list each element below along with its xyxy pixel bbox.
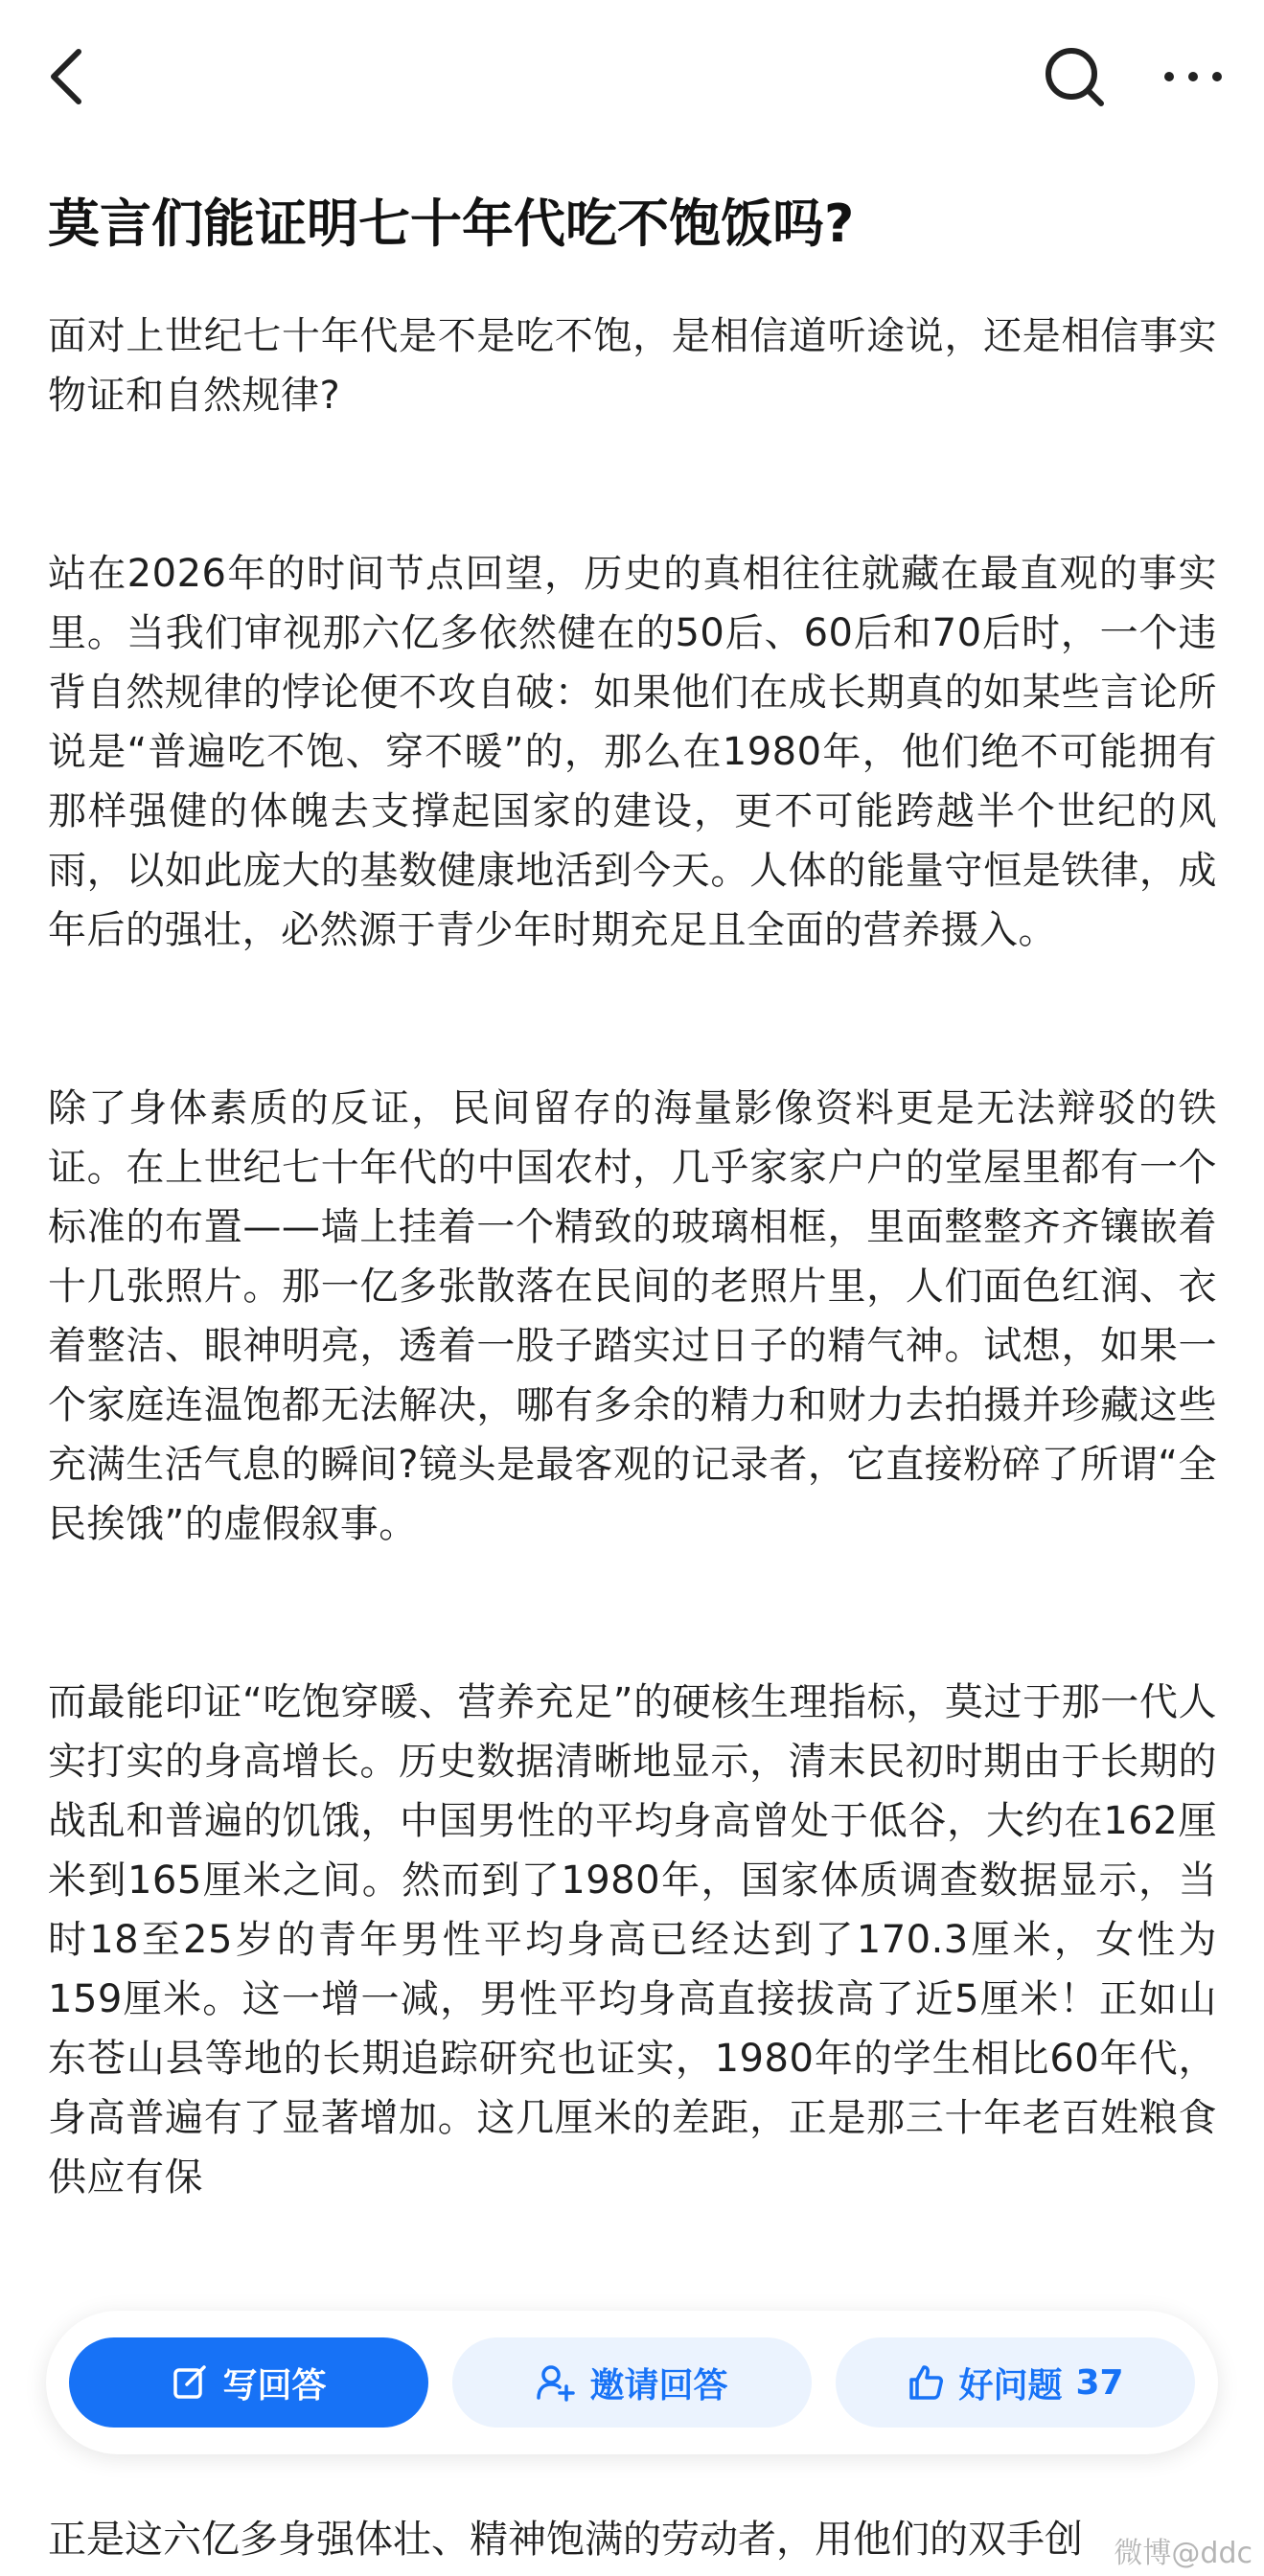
write-answer-label: 写回答 xyxy=(222,2365,327,2405)
answer-paragraph-continued: 正是这六亿多身强体壮、精神饱满的劳动者，用他们的双手创 xyxy=(48,2518,1083,2562)
answer-paragraph: 除了身体素质的反证，民间留存的海量影像资料更是无法辩驳的铁证。在上世纪七十年代的中国农村，几乎家家户户的堂屋里都有一个标准的布置——墙上挂着一个精致的玻璃相框，里面整整齐齐镶嵌着十几张照片。那一亿多张散落在民间的老照片里，人们面色红润、衣着整洁、眼神明亮，透着一股子踏实过日子的精气神。试想，如果一个家庭连温饱都无法解决，哪有多余的精力和财力去拍摄并珍藏这些充满生活气息的瞬间?镜头是最客观的记录者，它直接粉碎了所谓“全民挨饿”的虚假叙事。 xyxy=(48,1086,1217,1546)
edit-icon xyxy=(171,2363,209,2402)
answer-content xyxy=(48,307,1217,2326)
thumbs-up-icon xyxy=(907,2363,945,2402)
action-bar xyxy=(46,2311,1218,2454)
good-question-count: 37 xyxy=(1075,2362,1124,2403)
answer-paragraph: 面对上世纪七十年代是不是吃不饱，是相信道听途说，还是相信事实物证和自然规律? xyxy=(48,314,1217,418)
good-question-button[interactable] xyxy=(836,2337,1195,2428)
top-navigation-bar xyxy=(0,0,1264,153)
answer-paragraph: 站在2026年的时间节点回望，历史的真相往往就藏在最直观的事实里。当我们审视那六亿多依然健在的50后、60后和70后时，一个违背自然规律的悖论便不攻自破：如果他们在成长期真的如某些言论所说是“普遍吃不饱、穿不暖”的，那么在1980年，他们绝不可能拥有那样强健的体魄去支撑起国家的建设，更不可能跨越半个世纪的风雨，以如此庞大的基数健康地活到今天。人体的能量守恒是铁律，成年后的强壮，必然源于青少年时期充足且全面的营养摄入。 xyxy=(48,552,1217,952)
watermark: 微博@ddc xyxy=(1114,2537,1253,2570)
chevron-left-icon[interactable] xyxy=(38,38,96,115)
add-user-icon xyxy=(536,2363,576,2402)
write-answer-button[interactable] xyxy=(69,2337,428,2428)
answer-paragraph: 而最能印证“吃饱穿暖、营养充足”的硬核生理指标，莫过于那一代人实打实的身高增长。历史数据清晰地显示，清末民初时期由于长期的战乱和普遍的饥饿，中国男性的平均身高曾处于低谷，大约在162厘米到165厘米之间。然而到了1980年，国家体质调查数据显示，当时18至25岁的青年男性平均身高已经达到了170.3厘米，女性为159厘米。这一增一减，男性平均身高直接拔高了近5厘米！正如山东苍山县等地的长期追踪研究也证实，1980年的学生相比60年代，身高普遍有了显著增加。这几厘米的差距，正是那三十年老百姓粮食供应有保 xyxy=(48,1680,1217,2200)
more-horizontal-icon[interactable] xyxy=(1160,59,1227,94)
search-icon[interactable] xyxy=(1041,43,1108,110)
invite-answer-button[interactable] xyxy=(452,2337,812,2428)
invite-answer-label: 邀请回答 xyxy=(589,2365,728,2405)
question-title[interactable]: 莫言们能证明七十年代吃不饱饭吗? xyxy=(48,194,855,254)
good-question-label: 好问题 xyxy=(958,2365,1063,2405)
